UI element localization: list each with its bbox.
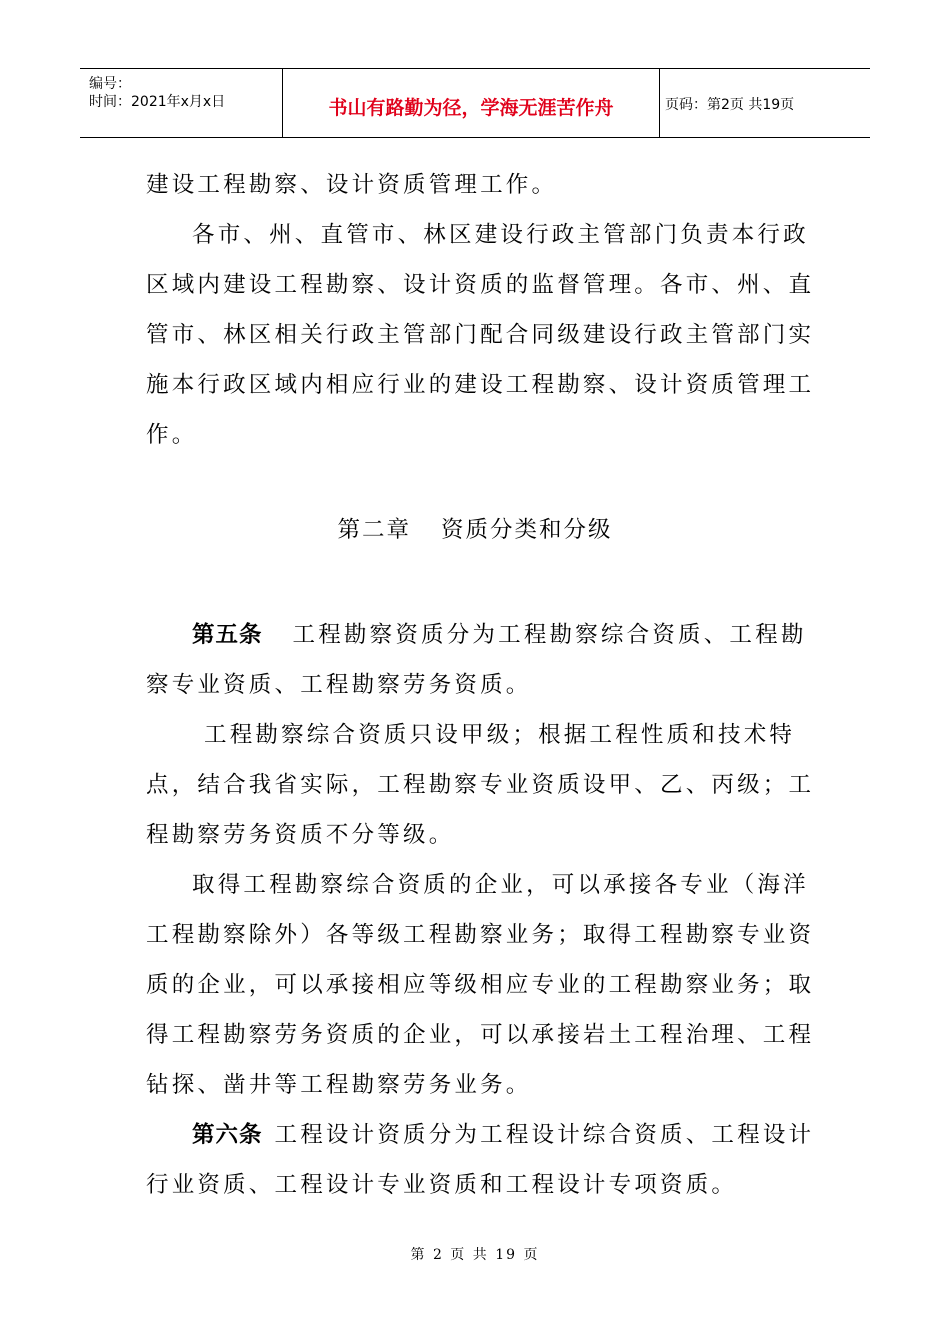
header-motto-cell — [283, 69, 660, 137]
paragraph-1: 建设工程勘察、设计资质管理工作。 — [146, 172, 558, 198]
motto-text: 书山有路勤为径，学海无涯苦作舟 — [328, 97, 614, 119]
page-header — [80, 68, 870, 138]
article-5-label: 第五条 — [192, 622, 263, 648]
article-6-label: 第六条 — [192, 1122, 263, 1148]
page-info: 页码：第2页 共19页 — [665, 97, 795, 113]
page-footer: 第 2 页 共 19 页 — [410, 1247, 540, 1263]
chapter-number: 第二章 — [337, 517, 411, 543]
article-6-text: 工程设计资质分为工程设计综合资质、工程设计行业资质、工程设计专业资质和工程设计专项资质。 — [146, 1122, 815, 1198]
number-label: 编号： — [89, 76, 131, 92]
article-5-text: 工程勘察资质分为工程勘察综合资质、工程勘察专业资质、工程勘察劳务资质。 — [146, 622, 807, 698]
article-5 — [146, 610, 816, 710]
chapter-title: 资质分类和分级 — [441, 517, 613, 543]
document-body-2 — [146, 610, 816, 1210]
paragraph-b: 取得工程勘察综合资质的企业，可以承接各专业（海洋工程勘察除外）各等级工程勘察业务；取得工程勘察专业资质的企业，可以承接相应等级相应专业的工程勘察业务；取得工程勘察劳务资质的企业，可以承接岩土工程治理、工程钻探、凿井等工程勘察劳务业务。 — [146, 872, 815, 1098]
date-label: 时间：2021年x月x日 — [89, 94, 226, 110]
paragraph-2: 各市、州、直管市、林区建设行政主管部门负责本行政区域内建设工程勘察、设计资质的监督管理。各市、州、直管市、林区相关行政主管部门配合同级建设行政主管部门实施本行政区域内相应行业的建设工程勘察、设计资质管理工作。 — [146, 222, 815, 448]
document-body — [146, 160, 816, 460]
paragraph-a: 工程勘察综合资质只设甲级；根据工程性质和技术特点，结合我省实际，工程勘察专业资质设甲、乙、丙级；工程勘察劳务资质不分等级。 — [146, 722, 815, 848]
chapter-heading — [0, 512, 950, 544]
header-meta-cell — [80, 69, 283, 137]
article-6 — [146, 1110, 816, 1210]
